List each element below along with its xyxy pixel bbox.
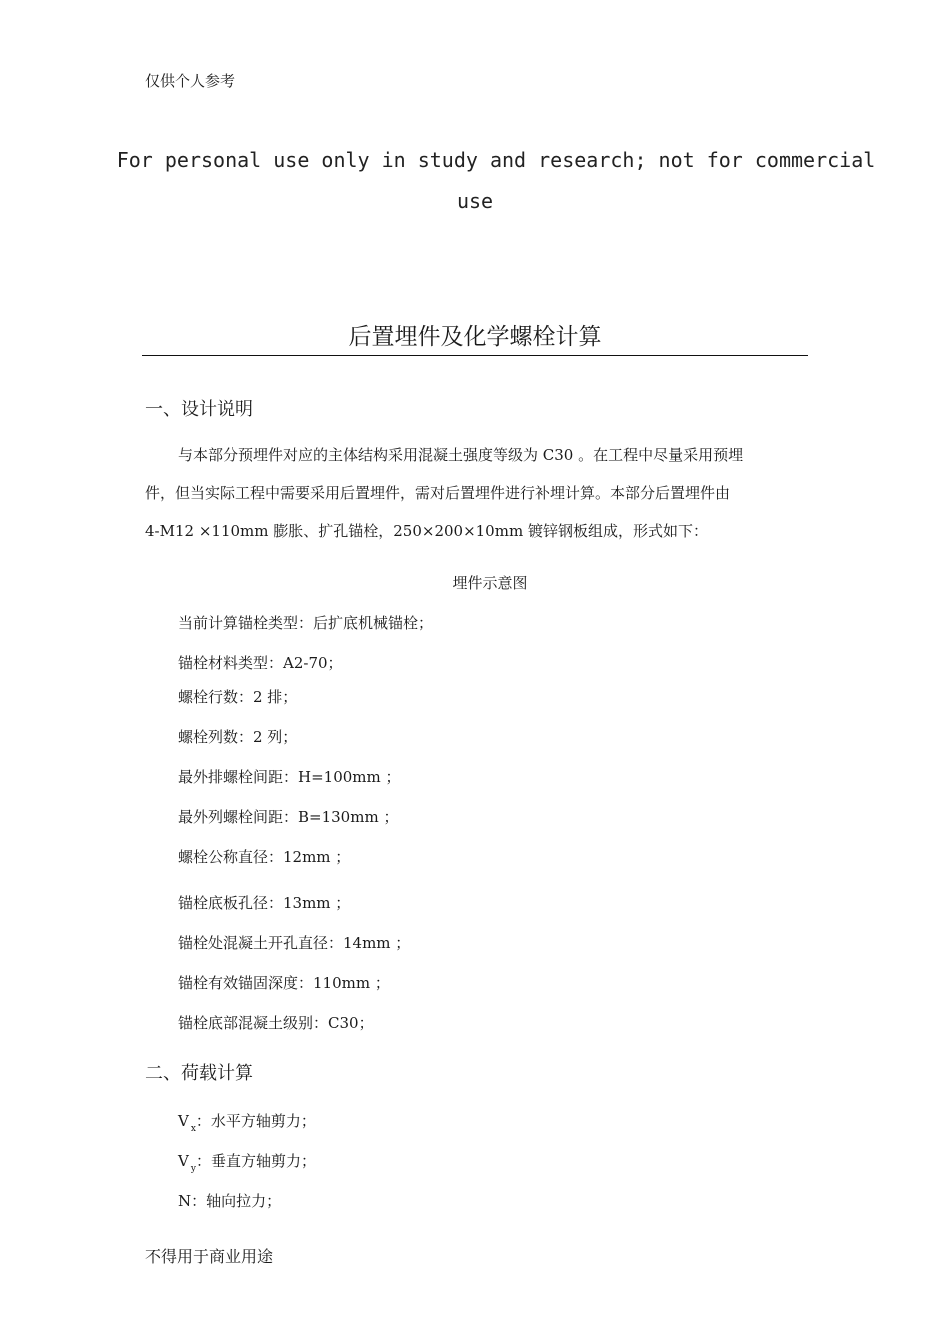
paragraph-line-3: 4-M12 ×110mm 膨胀、扩孔锚栓，250×200×10mm 镀锌钢板组成，形式如下： (145, 522, 708, 540)
english-notice-line1: For personal use only in study and research; not for commercial (116, 148, 876, 172)
figure-caption: 埋件示意图 (452, 574, 528, 592)
item-plate-hole-diameter: 锚栓底板孔径：13mm ； (178, 894, 351, 912)
item-anchor-material: 锚栓材料类型：A2-70； (178, 654, 343, 672)
title-underline (142, 355, 808, 356)
footer-note: 不得用于商业用途 (145, 1247, 274, 1266)
vx-symbol: V (178, 1112, 189, 1130)
load-vx (178, 1110, 316, 1134)
item-nominal-diameter: 螺栓公称直径：12mm ； (178, 848, 351, 866)
item-embedment-depth: 锚栓有效锚固深度：110mm ； (178, 974, 390, 992)
section1-paragraph (145, 436, 810, 550)
vy-subscript: y (190, 1164, 196, 1174)
item-concrete-grade: 锚栓底部混凝土级别：C30； (178, 1014, 374, 1032)
document-title: 后置埋件及化学螺栓计算 (348, 324, 602, 350)
paragraph-line-2: 件，但当实际工程中需要采用后置埋件，需对后置埋件进行补埋计算。本部分后置埋件由 (145, 484, 731, 502)
vy-text: ：垂直方轴剪力； (195, 1152, 316, 1170)
item-column-spacing: 最外列螺栓间距：B=130mm ； (178, 808, 399, 826)
english-notice-line2: use (456, 189, 494, 213)
header-note: 仅供个人参考 (145, 72, 236, 90)
vy-symbol: V (178, 1152, 189, 1170)
item-drill-diameter: 锚栓处混凝土开孔直径：14mm ； (178, 934, 411, 952)
section1-heading: 一、设计说明 (145, 399, 253, 420)
item-bolt-columns: 螺栓列数：2 列； (178, 728, 298, 746)
section2-heading: 二、荷载计算 (145, 1063, 253, 1084)
vx-text: ：水平方轴剪力； (195, 1112, 316, 1130)
paragraph-line-1: 与本部分预埋件对应的主体结构采用混凝土强度等级为 C30 。在工程中尽量采用预埋 (178, 446, 744, 464)
item-row-spacing: 最外排螺栓间距：H=100mm ； (178, 768, 401, 786)
load-vy (178, 1150, 316, 1174)
load-n: N：轴向拉力； (178, 1192, 282, 1210)
vx-subscript: x (190, 1124, 196, 1134)
item-anchor-type: 当前计算锚栓类型：后扩底机械锚栓； (178, 614, 434, 632)
item-bolt-rows: 螺栓行数：2 排； (178, 688, 298, 706)
